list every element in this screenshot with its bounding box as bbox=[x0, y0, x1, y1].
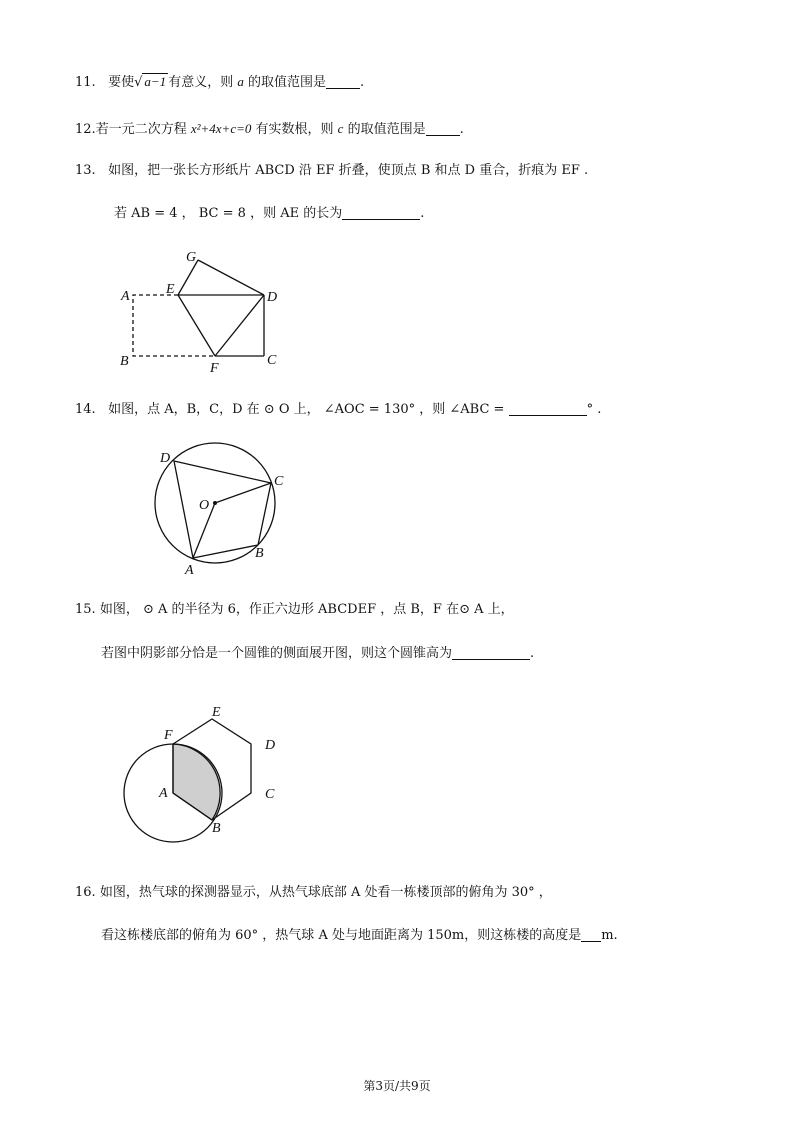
question-11: 11. 要使√ a−1 有意义，则 a 的取值范围是 . bbox=[75, 74, 365, 90]
page-number: 第3页/共9页 bbox=[363, 1079, 431, 1093]
question-16-line2: 看这栋楼底部的俯角为 60° ，热气球 A 处与地面距离为 150m，则这栋楼的高度是 m. bbox=[101, 928, 618, 943]
label-B: B bbox=[120, 354, 129, 369]
answer-blank[interactable] bbox=[581, 927, 601, 942]
question-15-line2: 若图中阴影部分恰是一个圆锥的侧面展开图，则这个圆锥高为 . bbox=[101, 646, 535, 661]
label-F: F bbox=[210, 361, 219, 376]
label-A: A bbox=[121, 289, 130, 304]
label-B: B bbox=[255, 546, 264, 561]
label-O: O bbox=[199, 498, 210, 513]
label-D: D bbox=[160, 451, 171, 466]
label-A: A bbox=[159, 786, 168, 801]
question-13: 13. 如图，把一张长方形纸片 ABCD 沿 EF 折叠，使顶点 B 和点 D 重合，折痕为 EF . bbox=[75, 163, 589, 178]
label-G: G bbox=[186, 250, 197, 265]
question-14: 14. 如图，点 A，B，C，D 在 ⊙ O 上， ∠AOC = 130° ，则 ∠ABC = ° . bbox=[75, 402, 602, 417]
label-E: E bbox=[166, 282, 175, 297]
label-A: A bbox=[185, 563, 194, 578]
question-13-line2: 若 AB = 4 ， BC = 8 ，则 AE 的长为 . bbox=[114, 206, 425, 221]
label-D: D bbox=[265, 738, 276, 753]
sqrt-expression: a−1 bbox=[144, 74, 167, 89]
label-C: C bbox=[274, 474, 284, 489]
question-16: 16. 如图，热气球的探测器显示，从热气球底部 A 处看一栋楼顶部的俯角为 30° ， bbox=[75, 885, 552, 900]
label-E: E bbox=[212, 705, 221, 720]
label-C: C bbox=[267, 353, 277, 368]
label-F: F bbox=[164, 728, 173, 743]
question-15: 15. 如图， ⊙ A 的半径为 6，作正六边形 ABCDEF ，点 B，F 在⊙ A 上， bbox=[75, 602, 514, 617]
question-12: 12.若一元二次方程 x²+4x+c=0 有实数根，则 c 的取值范围是 . bbox=[75, 121, 464, 137]
label-C: C bbox=[265, 787, 275, 802]
label-D: D bbox=[267, 290, 278, 305]
label-B: B bbox=[212, 821, 221, 836]
